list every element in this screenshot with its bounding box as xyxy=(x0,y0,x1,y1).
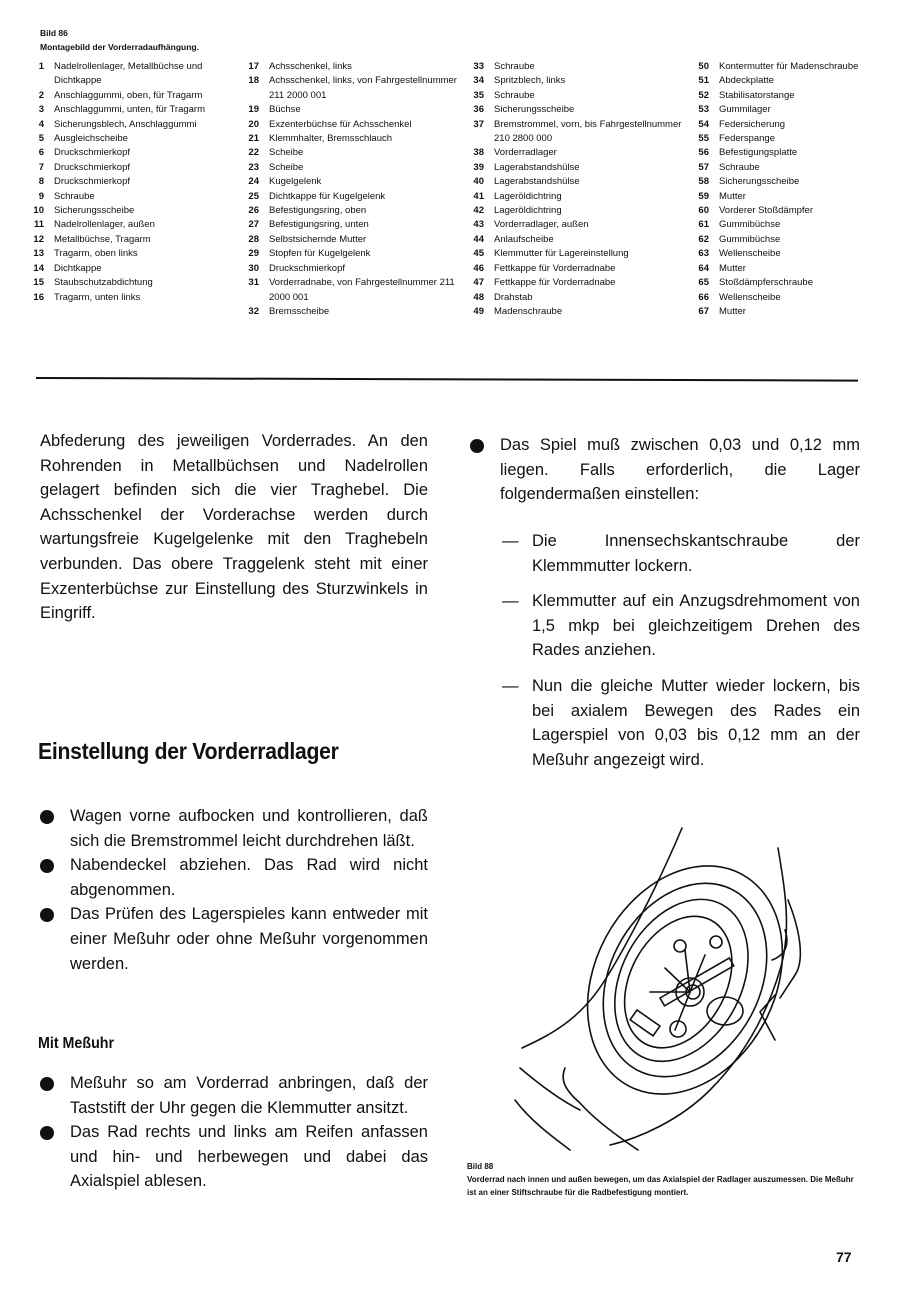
legend-item-text: Kontermutter für Madenschraube xyxy=(719,61,859,72)
legend-item xyxy=(245,305,465,319)
bullet-icon xyxy=(470,439,484,453)
legend-item xyxy=(470,204,690,218)
legend-item-text: Federspange xyxy=(719,133,775,145)
legend-item-number: 45 xyxy=(473,248,484,260)
legend-item xyxy=(695,204,870,218)
list-item xyxy=(40,804,428,853)
step-text: Das Prüfen des Lagerspieles kann entweder mit einer Meßuhr oder ohne Meßuhr vorgenommen werden. xyxy=(70,905,428,973)
legend-item-number: 67 xyxy=(698,305,709,317)
bullet-icon xyxy=(40,908,54,922)
bullet-icon xyxy=(40,1126,54,1140)
legend-item xyxy=(695,161,870,175)
legend-item-number: 26 xyxy=(248,205,259,217)
wheel-dial-gauge-illustration xyxy=(510,820,855,1155)
list-item xyxy=(40,853,428,902)
dial-steps-list xyxy=(40,1071,428,1194)
legend-item-text: Befestigungsplatte xyxy=(719,147,798,159)
legend-item-text: Schraube xyxy=(54,190,95,202)
legend-item xyxy=(30,175,240,189)
legend-item-number: 16 xyxy=(33,291,44,303)
legend-item-text: Vorderradlager, außen xyxy=(494,219,589,231)
legend-item xyxy=(695,146,870,160)
legend-item-text: Tragarm, unten links xyxy=(54,291,141,303)
legend-item-number: 61 xyxy=(698,219,709,231)
legend-item xyxy=(30,218,240,232)
legend-item xyxy=(30,132,240,146)
legend-item-number: 21 xyxy=(248,133,259,145)
fender-line xyxy=(522,828,682,1048)
legend-item-text: Druckschmierkopf xyxy=(54,161,131,173)
legend-item xyxy=(695,118,870,132)
legend-item xyxy=(695,262,870,276)
legend-item-text: Lageröldichtring xyxy=(494,205,562,217)
step-text: Das Spiel muß zwischen 0,03 und 0,12 mm liegen. Falls erforderlich, die Lager folgendermaßen einstellen: xyxy=(500,436,860,504)
legend-item-number: 65 xyxy=(698,277,709,289)
subheading: Mit Meßuhr xyxy=(38,1035,115,1052)
legend-item-number: 42 xyxy=(473,205,484,217)
legend-item-number: 51 xyxy=(698,75,709,87)
legend-item xyxy=(695,233,870,247)
legend-item xyxy=(695,305,870,319)
legend-item-number: 4 xyxy=(38,118,44,130)
legend-item xyxy=(30,161,240,175)
legend-item xyxy=(245,74,465,103)
legend-item-number: 36 xyxy=(473,104,484,116)
legend-item xyxy=(470,218,690,232)
legend-item-text: Anschlaggummi, unten, für Tragarm xyxy=(54,104,206,116)
legend-item-text: Anschlaggummi, oben, für Tragarm xyxy=(54,89,203,101)
dash-icon: — xyxy=(502,592,519,611)
legend-item-number: 54 xyxy=(698,118,709,130)
legend-item xyxy=(245,132,465,146)
legend-item xyxy=(695,276,870,290)
legend-item-text: Metallbüchse, Tragarm xyxy=(54,233,151,245)
legend-item-text: Gummilager xyxy=(719,104,771,116)
legend-item-number: 24 xyxy=(248,176,259,188)
legend-item xyxy=(30,247,240,261)
legend-item xyxy=(245,262,465,276)
legend-item xyxy=(695,89,870,103)
list-item xyxy=(502,674,860,772)
legend-item xyxy=(245,103,465,117)
legend-item xyxy=(695,60,870,74)
legend-item xyxy=(470,60,690,74)
legend-item-number: 29 xyxy=(248,248,259,260)
legend-item xyxy=(30,60,240,89)
bullet-icon xyxy=(40,810,54,824)
legend-item-number: 30 xyxy=(248,262,259,274)
legend-item xyxy=(30,262,240,276)
legend-item-text: Mutter xyxy=(719,190,746,202)
legend-item-number: 49 xyxy=(473,305,484,317)
legend-item xyxy=(245,118,465,132)
legend-item-number: 19 xyxy=(248,104,259,116)
legend-item-text: Scheibe xyxy=(269,161,304,173)
legend-item xyxy=(470,233,690,247)
steps-list xyxy=(40,804,428,976)
step-text: Meßuhr so am Vorderrad anbringen, daß der Taststift der Uhr gegen die Klemmutter ansitzt. xyxy=(70,1074,428,1117)
legend-item xyxy=(470,276,690,290)
tyre-icon xyxy=(549,832,821,1128)
dash-icon: — xyxy=(502,532,519,550)
legend-item-number: 59 xyxy=(698,190,709,202)
legend-item-number: 53 xyxy=(698,104,709,116)
legend-item-number: 15 xyxy=(33,277,44,289)
legend-item-number: 10 xyxy=(33,205,44,217)
legend-item-text: Anlaufscheibe xyxy=(494,233,554,245)
legend-item-number: 58 xyxy=(698,176,709,188)
intro-paragraph: Abfederung des jeweiligen Vorderrades. An den Rohrenden in Metallbüchsen und Nadelrollen gelagert befinden sich die vier Traghebel. Die Achsschenkel der Vorderachse werden durch wartungsfreie Kugelgelenke mit den Traghebeln verbunden. Das obere Traggelenk steht mit einer Exzenterbüchse zur Einstellung des Sturzwinkels in Eingriff. xyxy=(40,432,428,623)
legend-item xyxy=(470,118,690,147)
legend-title: Montagebild der Vorderradaufhängung. xyxy=(40,42,199,52)
legend-item-number: 17 xyxy=(248,61,259,72)
legend-item-number: 43 xyxy=(473,219,484,231)
legend-item-text: Bremstrommel, vorn, bis Fahrgestellnummer 210 2800 000 xyxy=(494,118,682,145)
legend-item xyxy=(695,132,870,146)
list-item xyxy=(502,529,860,578)
legend-item-number: 22 xyxy=(248,147,259,159)
legend-item xyxy=(30,89,240,103)
legend-item-number: 39 xyxy=(473,161,484,173)
legend-item-text: Druckschmierkopf xyxy=(54,147,131,159)
legend-item-number: 56 xyxy=(698,147,709,159)
sub-step-text: Klemmutter auf ein Anzugsdrehmoment von 1,5 mkp bei gleichzeitigem Drehen des Rades anziehen. xyxy=(532,592,860,660)
legend-item xyxy=(695,218,870,232)
figure-caption-label: Bild 88 xyxy=(467,1162,494,1171)
legend-item-number: 33 xyxy=(473,61,484,72)
step-text: Das Rad rechts und links am Reifen anfassen und hin- und herbewegen und dabei das Axialspiel ablesen. xyxy=(70,1123,428,1191)
sub-steps-list xyxy=(502,529,860,783)
right-steps-list xyxy=(470,433,860,507)
legend-item xyxy=(245,218,465,232)
legend-item-number: 64 xyxy=(698,262,709,274)
step-text: Nabendeckel abziehen. Das Rad wird nicht abgenommen. xyxy=(70,856,428,899)
legend-item-text: Sicherungsscheibe xyxy=(494,104,575,116)
legend-item-number: 13 xyxy=(33,248,44,260)
legend-item xyxy=(695,291,870,305)
legend-item-text: Druckschmierkopf xyxy=(54,176,131,188)
legend-item xyxy=(245,247,465,261)
legend-item-number: 47 xyxy=(473,277,484,289)
legend-item xyxy=(30,291,240,305)
legend-item-number: 27 xyxy=(248,219,259,231)
legend-item xyxy=(695,74,870,88)
sub-step-text: Nun die gleiche Mutter wieder lockern, bis bei axialem Bewegen des Rades ein Lagerspiel von 0,03 bis 0,12 mm an der Meßuhr angezeigt wird. xyxy=(532,676,860,769)
legend-item xyxy=(470,291,690,305)
legend-item xyxy=(695,190,870,204)
legend-item xyxy=(30,204,240,218)
legend-item-text: Bremsscheibe xyxy=(269,305,330,317)
legend-item-text: Madenschraube xyxy=(494,305,563,317)
legend-item-text: Tragarm, oben links xyxy=(54,248,138,260)
list-item xyxy=(470,433,860,507)
dash-icon: — xyxy=(502,676,519,695)
legend-item-text: Staubschutzabdichtung xyxy=(54,277,153,289)
legend-item-number: 8 xyxy=(38,176,44,188)
legend-item-number: 6 xyxy=(38,147,44,159)
legend-item xyxy=(470,305,690,319)
legend-item-number: 23 xyxy=(248,161,259,173)
legend-item-text: Wellenscheibe xyxy=(719,248,781,260)
legend-item-number: 52 xyxy=(698,89,709,101)
legend-item-text: Lagerabstandshülse xyxy=(494,161,580,173)
legend-column-3 xyxy=(470,60,690,319)
legend-item xyxy=(30,276,240,290)
legend-item-number: 28 xyxy=(248,233,259,245)
legend-item-text: Stabilisatorstange xyxy=(719,89,795,101)
bullet-icon xyxy=(40,1077,54,1091)
bullet-icon xyxy=(40,859,54,873)
legend-item xyxy=(245,175,465,189)
legend-item-text: Ausgleichscheibe xyxy=(54,133,128,145)
list-item xyxy=(502,589,860,663)
legend-item-number: 32 xyxy=(248,305,259,317)
legend-item xyxy=(245,204,465,218)
legend-item-text: Nadelrollenlager, außen xyxy=(54,219,155,231)
legend-column-4 xyxy=(695,60,870,319)
legend-item-text: Scheibe xyxy=(269,147,304,159)
legend-item-number: 38 xyxy=(473,147,484,159)
legend-column-1 xyxy=(30,60,240,305)
legend-item-number: 9 xyxy=(38,190,44,202)
legend-item xyxy=(30,103,240,117)
legend-item-number: 3 xyxy=(38,104,44,116)
legend-item-text: Selbstsichernde Mutter xyxy=(269,233,367,245)
legend-item-text: Federsicherung xyxy=(719,118,786,130)
legend-item-text: Klemmhalter, Bremsschlauch xyxy=(269,133,393,145)
legend-item-number: 41 xyxy=(473,190,484,202)
legend-item-text: Achsschenkel, links xyxy=(269,61,352,72)
legend-item xyxy=(245,161,465,175)
legend-item-text: Abdeckplatte xyxy=(719,75,774,87)
legend-item-number: 57 xyxy=(698,161,709,173)
legend-item-number: 48 xyxy=(473,291,484,303)
legend-item xyxy=(695,175,870,189)
legend-item-number: 62 xyxy=(698,233,709,245)
legend-item-text: Schraube xyxy=(719,161,760,173)
legend-item-text: Klemmutter für Lagereinstellung xyxy=(494,248,629,260)
legend-heading xyxy=(40,26,199,54)
legend-item-number: 44 xyxy=(473,233,484,245)
legend-item-text: Sicherungsblech, Anschlaggummi xyxy=(54,118,197,130)
legend-item-text: Sicherungsscheibe xyxy=(54,205,135,217)
sub-step-text: Die Innensechskantschraube der Klemmmutter lockern. xyxy=(532,532,860,575)
legend-item-text: Fettkappe für Vorderradnabe xyxy=(494,277,616,289)
legend-item-number: 12 xyxy=(33,233,44,245)
legend-item-text: Vorderer Stoßdämpfer xyxy=(719,205,813,217)
legend-item-text: Stoßdämpferschraube xyxy=(719,277,813,289)
legend-item-text: Vorderradlager xyxy=(494,147,557,159)
legend-item-number: 66 xyxy=(698,291,709,303)
legend-item xyxy=(245,276,465,305)
list-item xyxy=(40,1071,428,1120)
legend-item-number: 37 xyxy=(473,118,484,130)
section-divider xyxy=(36,377,858,382)
legend-item-number: 63 xyxy=(698,248,709,260)
legend-item xyxy=(245,233,465,247)
legend-item-text: Achsschenkel, links, von Fahrgestellnummer 211 2000 001 xyxy=(269,75,457,101)
legend-item-number: 14 xyxy=(33,262,44,274)
legend-item xyxy=(245,190,465,204)
legend-item xyxy=(470,175,690,189)
figure-caption-block xyxy=(467,1160,862,1199)
legend-item-number: 18 xyxy=(248,75,259,87)
legend-item-number: 7 xyxy=(38,161,44,173)
legend-item-number: 35 xyxy=(473,89,484,101)
legend-item xyxy=(695,247,870,261)
legend-item-text: Kugelgelenk xyxy=(269,176,322,188)
legend-item-text: Mutter xyxy=(719,305,746,317)
legend-item-text: Druckschmierkopf xyxy=(269,262,346,274)
legend-item xyxy=(470,146,690,160)
legend-item xyxy=(470,190,690,204)
legend-item-text: Wellenscheibe xyxy=(719,291,781,303)
legend-item-number: 40 xyxy=(473,176,484,188)
legend-item-number: 2 xyxy=(38,89,44,101)
legend-item-number: 20 xyxy=(248,118,259,130)
legend-item xyxy=(695,103,870,117)
legend-item-number: 46 xyxy=(473,262,484,274)
legend-item xyxy=(470,262,690,276)
legend-item xyxy=(30,146,240,160)
legend-item-text: Mutter xyxy=(719,262,746,274)
list-item xyxy=(40,1120,428,1194)
legend-item-number: 1 xyxy=(38,61,44,72)
legend-item-text: Befestigungsring, unten xyxy=(269,219,369,231)
figure-caption: Vorderrad nach innen und außen bewegen, um das Axialspiel der Radlager auszumessen. Die Meßuhr ist an einer Stiftschraube für die Radbefestigung montiert. xyxy=(467,1175,854,1197)
figure-label: Bild 86 xyxy=(40,28,68,38)
legend-item-number: 60 xyxy=(698,205,709,217)
legend-item xyxy=(30,233,240,247)
legend-item-number: 34 xyxy=(473,75,484,87)
legend-column-2 xyxy=(245,60,465,319)
legend-item-number: 25 xyxy=(248,190,259,202)
step-text: Wagen vorne aufbocken und kontrollieren, daß sich die Bremstrommel leicht durchdrehen läßt. xyxy=(70,807,428,850)
legend-item-number: 31 xyxy=(248,277,259,289)
section-heading: Einstellung der Vorderradlager xyxy=(38,738,339,764)
legend-item-text: Nadelrollenlager, Metallbüchse und Dichtkappe xyxy=(54,61,203,87)
legend-item-text: Dichtkappe xyxy=(54,262,102,274)
legend-item-text: Fettkappe für Vorderradnabe xyxy=(494,262,616,274)
legend-item-text: Lagerabstandshülse xyxy=(494,176,580,188)
legend-item-number: 55 xyxy=(698,133,709,145)
legend-item-text: Befestigungsring, oben xyxy=(269,205,367,217)
legend-item-number: 5 xyxy=(38,133,44,145)
legend-item-number: 11 xyxy=(33,219,44,231)
legend-item-text: Exzenterbüchse für Achsschenkel xyxy=(269,118,412,130)
legend-item-text: Sicherungsscheibe xyxy=(719,176,800,188)
legend-item-text: Gummibüchse xyxy=(719,219,781,231)
page-number: 77 xyxy=(836,1249,852,1265)
legend-item xyxy=(245,146,465,160)
legend-item-text: Spritzblech, links xyxy=(494,75,566,87)
list-item xyxy=(40,902,428,976)
legend-item-text: Gummibüchse xyxy=(719,233,781,245)
legend-item xyxy=(30,118,240,132)
legend-item xyxy=(470,89,690,103)
legend-item-text: Vorderradnabe, von Fahrgestellnummer 211 2000 001 xyxy=(269,277,455,303)
legend-item xyxy=(470,103,690,117)
legend-item xyxy=(245,60,465,74)
legend-item-text: Dichtkappe für Kugelgelenk xyxy=(269,190,386,202)
legend-item-text: Büchse xyxy=(269,104,301,116)
legend-item-text: Schraube xyxy=(494,89,535,101)
legend-item xyxy=(470,247,690,261)
legend-item-text: Schraube xyxy=(494,61,535,72)
legend-item-text: Lageröldichtring xyxy=(494,190,562,202)
legend-item xyxy=(470,74,690,88)
legend-item xyxy=(30,190,240,204)
legend-item-number: 50 xyxy=(698,61,709,72)
legend-item-text: Drahstab xyxy=(494,291,533,303)
legend-item xyxy=(470,161,690,175)
legend-item-text: Stopfen für Kugelgelenk xyxy=(269,248,371,260)
